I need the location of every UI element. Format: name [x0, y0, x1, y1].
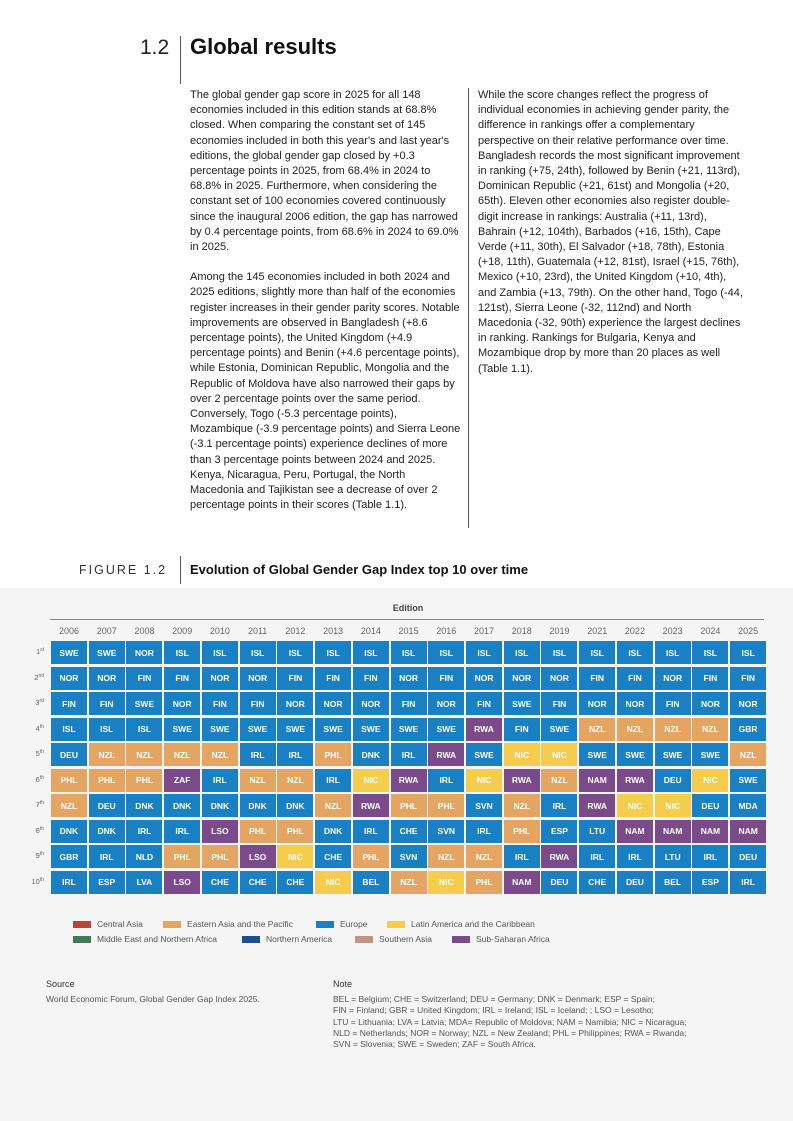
- figure-title: Evolution of Global Gender Gap Index top 10 over time: [190, 562, 529, 577]
- ranking-cell: SWE: [240, 718, 276, 741]
- ranking-cell: ESP: [89, 871, 125, 894]
- ranking-cell: FIN: [655, 692, 691, 715]
- ranking-cell: PHL: [315, 743, 351, 766]
- ranking-cell: ISL: [126, 718, 162, 741]
- ranking-cell: NIC: [428, 871, 464, 894]
- ranking-cell: IRL: [541, 794, 577, 817]
- rank-label: 9th: [35, 851, 44, 860]
- ranking-cell: FIN: [353, 667, 389, 690]
- ranking-cell: NOR: [51, 667, 87, 690]
- ranking-cell: SWE: [730, 769, 766, 792]
- year-label: 2019: [549, 626, 570, 636]
- ranking-cell: SWE: [353, 718, 389, 741]
- body-column-right: [478, 88, 746, 392]
- legend-swatch: [73, 921, 91, 928]
- ranking-cell: DEU: [692, 794, 728, 817]
- note-line: FIN = Finland; GBR = United Kingdom; IRL = Ireland; ISL = Iceland; ; LSO = Lesotho;: [333, 1005, 654, 1016]
- year-label: 2008: [134, 626, 155, 636]
- source-heading: Source: [46, 979, 75, 989]
- ranking-cell: SWE: [89, 641, 125, 664]
- ranking-cell: FIN: [730, 667, 766, 690]
- ranking-cell: BEL: [353, 871, 389, 894]
- note-line: SVN = Slovenia; SWE = Sweden; ZAF = South Africa.: [333, 1039, 536, 1050]
- ranking-cell: DNK: [164, 794, 200, 817]
- ranking-cell: DNK: [51, 820, 87, 843]
- ranking-cell: NIC: [466, 769, 502, 792]
- legend-label: Southern Asia: [379, 934, 432, 944]
- ranking-cell: FIN: [504, 718, 540, 741]
- rank-label: 3rd: [35, 698, 44, 707]
- ranking-cell: ISL: [202, 641, 238, 664]
- ranking-cell: ESP: [541, 820, 577, 843]
- ranking-cell: NOR: [240, 667, 276, 690]
- legend-swatch: [242, 936, 260, 943]
- ranking-cell: NZL: [315, 794, 351, 817]
- ranking-cell: IRL: [315, 769, 351, 792]
- ranking-cell: SWE: [315, 718, 351, 741]
- note-text: [333, 994, 733, 1050]
- ranking-cell: NZL: [202, 743, 238, 766]
- ranking-cell: SWE: [541, 718, 577, 741]
- ranking-cell: NIC: [504, 743, 540, 766]
- ranking-cell: SWE: [391, 718, 427, 741]
- ranking-cell: NZL: [51, 794, 87, 817]
- ranking-cell: SWE: [655, 743, 691, 766]
- legend-swatch: [163, 921, 181, 928]
- ranking-cell: ISL: [428, 641, 464, 664]
- ranking-cell: NZL: [730, 743, 766, 766]
- legend-label: Middle East and Northern Africa: [97, 934, 218, 944]
- ranking-cell: IRL: [51, 871, 87, 894]
- ranking-cell: NZL: [391, 871, 427, 894]
- ranking-cell: NOR: [466, 667, 502, 690]
- ranking-cell: IRL: [466, 820, 502, 843]
- ranking-cell: RWA: [391, 769, 427, 792]
- ranking-cell: LSO: [202, 820, 238, 843]
- ranking-cell: PHL: [353, 845, 389, 868]
- legend-item: [387, 919, 535, 929]
- ranking-cell: NOR: [655, 667, 691, 690]
- ranking-cell: ZAF: [164, 769, 200, 792]
- ranking-cell: IRL: [617, 845, 653, 868]
- ranking-cell: NOR: [391, 667, 427, 690]
- ranking-cell: PHL: [164, 845, 200, 868]
- ranking-cell: PHL: [277, 820, 313, 843]
- ranking-cell: NIC: [277, 845, 313, 868]
- legend-item: [316, 919, 367, 929]
- ranking-cell: DNK: [89, 820, 125, 843]
- ranking-cell: SWE: [579, 743, 615, 766]
- ranking-cell: ISL: [164, 641, 200, 664]
- ranking-cell: DNK: [240, 794, 276, 817]
- legend-label: Sub-Saharan Africa: [476, 934, 550, 944]
- ranking-cell: IRL: [391, 743, 427, 766]
- year-label: 2014: [360, 626, 381, 636]
- ranking-cell: FIN: [315, 667, 351, 690]
- ranking-cell: NIC: [541, 743, 577, 766]
- ranking-cell: FIN: [391, 692, 427, 715]
- ranking-cell: IRL: [353, 820, 389, 843]
- ranking-cell: ISL: [617, 641, 653, 664]
- chart-column-header: Edition: [392, 603, 424, 613]
- ranking-cell: SWE: [504, 692, 540, 715]
- ranking-cell: DEU: [89, 794, 125, 817]
- legend-swatch: [316, 921, 334, 928]
- legend-label: Eastern Asia and the Pacific: [187, 919, 293, 929]
- ranking-cell: NOR: [277, 692, 313, 715]
- rank-label: 10th: [31, 876, 44, 886]
- legend-swatch: [387, 921, 405, 928]
- note-line: BEL = Belgium; CHE = Switzerland; DEU = Germany; DNK = Denmark; ESP = Spain;: [333, 994, 655, 1004]
- ranking-cell: FIN: [277, 667, 313, 690]
- ranking-cell: FIN: [202, 692, 238, 715]
- ranking-cell: FIN: [541, 692, 577, 715]
- ranking-cell: IRL: [277, 743, 313, 766]
- ranking-cell: CHE: [391, 820, 427, 843]
- year-label: 2013: [323, 626, 344, 636]
- ranking-cell: ISL: [277, 641, 313, 664]
- ranking-cell: IRL: [579, 845, 615, 868]
- ranking-cell: NAM: [730, 820, 766, 843]
- ranking-cell: SWE: [466, 743, 502, 766]
- legend-label: Central Asia: [97, 919, 143, 929]
- ranking-cell: DEU: [541, 871, 577, 894]
- year-label: 2025: [738, 626, 759, 636]
- ranking-cell: DEU: [730, 845, 766, 868]
- ranking-cell: SWE: [428, 718, 464, 741]
- rank-label: 1st: [35, 647, 44, 656]
- year-label: 2015: [398, 626, 419, 636]
- legend-swatch: [452, 936, 470, 943]
- ranking-cell: SVN: [391, 845, 427, 868]
- ranking-cell: NAM: [655, 820, 691, 843]
- column-divider: [468, 88, 469, 528]
- ranking-cell: ISL: [466, 641, 502, 664]
- ranking-cell: NLD: [126, 845, 162, 868]
- legend-item: [73, 934, 217, 944]
- ranking-cell: IRL: [126, 820, 162, 843]
- note-line: NLD = Netherlands; NOR = Norway; NZL = New Zealand; PHL = Philippines; RWA = Rwanda;: [333, 1027, 687, 1038]
- ranking-cell: IRL: [164, 820, 200, 843]
- ranking-cell: SWE: [692, 743, 728, 766]
- ranking-cell: NOR: [315, 692, 351, 715]
- ranking-cell: PHL: [51, 769, 87, 792]
- ranking-cell: NZL: [617, 718, 653, 741]
- year-label: 2009: [172, 626, 193, 636]
- ranking-cell: NOR: [353, 692, 389, 715]
- ranking-cell: RWA: [353, 794, 389, 817]
- year-label: 2012: [285, 626, 306, 636]
- year-label: 2011: [247, 626, 268, 636]
- ranking-cell: IRL: [202, 769, 238, 792]
- ranking-cell: NAM: [504, 871, 540, 894]
- ranking-cell: NZL: [692, 718, 728, 741]
- ranking-cell: CHE: [277, 871, 313, 894]
- source-text: World Economic Forum, Global Gender Gap Index 2025.: [46, 994, 260, 1004]
- ranking-cell: RWA: [428, 743, 464, 766]
- ranking-cell: FIN: [617, 667, 653, 690]
- ranking-cell: ISL: [89, 718, 125, 741]
- legend-item: [73, 919, 143, 929]
- ranking-cell: DEU: [51, 743, 87, 766]
- ranking-cell: NOR: [692, 692, 728, 715]
- ranking-cell: NZL: [164, 743, 200, 766]
- ranking-cell: ISL: [353, 641, 389, 664]
- legend-item: [242, 934, 332, 944]
- ranking-cell: SWE: [202, 718, 238, 741]
- legend-item: [452, 934, 550, 944]
- ranking-cell: NZL: [240, 769, 276, 792]
- legend-label: Latin America and the Caribbean: [411, 919, 535, 929]
- ranking-cell: NIC: [315, 871, 351, 894]
- legend-label: Northern America: [266, 934, 333, 944]
- ranking-cell: NIC: [655, 794, 691, 817]
- ranking-cell: NOR: [730, 692, 766, 715]
- ranking-cell: LSO: [240, 845, 276, 868]
- year-label: 2017: [474, 626, 495, 636]
- year-label: 2018: [511, 626, 532, 636]
- ranking-cell: ISL: [541, 641, 577, 664]
- ranking-cell: DNK: [315, 820, 351, 843]
- ranking-cell: RWA: [617, 769, 653, 792]
- year-label: 2021: [587, 626, 608, 636]
- year-label: 2022: [624, 626, 645, 636]
- ranking-cell: IRL: [692, 845, 728, 868]
- ranking-cell: NOR: [126, 641, 162, 664]
- ranking-cell: FIN: [89, 692, 125, 715]
- ranking-cell: NZL: [126, 743, 162, 766]
- ranking-cell: DNK: [277, 794, 313, 817]
- ranking-cell: FIN: [126, 667, 162, 690]
- year-label: 2024: [700, 626, 721, 636]
- rank-label: 6th: [35, 774, 44, 784]
- ranking-cell: SWE: [51, 641, 87, 664]
- paragraph: While the score changes reflect the progress of individual economies in achieving gender parity, the difference in rankings offer a complementary perspective on their relative performance over time. Bangladesh records the most significant improvement in ranking (+75, 24th), followed by Benin (+21, 113rd), Dominican Republic (+21, 61st) and Mongolia (+20, 65th). Eleven other economies also register double-digit increase in rankings: Australia (+11, 13rd), Bahrain (+12, 104th), Barbados (+16, 15th), Cape Verde (+11, 30th), El Salvador (+18, 78th), Estonia (+18, 11th), Guatemala (+12, 81st), Israel (+15, 76th), Mexico (+10, 23rd), the United Kingdom (+10, 4th), and Zambia (+13, 79th). On the other hand, Togo (-44, 121st), Sierra Leone (-32, 112nd) and North Macedonia (-32, 90th) experience the largest declines in ranking. Rankings for Bulgaria, Kenya and Mozambique drop by more than 20 places as well (Table 1.1).: [478, 89, 743, 375]
- paragraph: The global gender gap score in 2025 for all 148 economies included in this edition stands at 68.8% closed. When comparing the constant set of 145 economies included in both this year's and last year's editions, the global gender gap closed by +0.3 percentage points in 2025, from 68.4% in 2024 to 68.8% in 2025. Furthermore, when considering the constant set of 100 economies covered continuously since the inaugural 2006 edition, the gap has narrowed by 0.4 percentage points, from 68.6% in 2024 to 69.0% in 2025.: [190, 89, 459, 254]
- ranking-cell: LSO: [164, 871, 200, 894]
- body-column-left: [190, 88, 462, 528]
- section-divider: [180, 36, 181, 84]
- ranking-cell: SWE: [617, 743, 653, 766]
- ranking-cell: IRL: [89, 845, 125, 868]
- ranking-cell: RWA: [579, 794, 615, 817]
- ranking-cell: FIN: [428, 667, 464, 690]
- ranking-cell: SVN: [428, 820, 464, 843]
- year-label: 2016: [436, 626, 457, 636]
- ranking-cell: PHL: [391, 794, 427, 817]
- ranking-cell: CHE: [202, 871, 238, 894]
- ranking-cell: NAM: [692, 820, 728, 843]
- note-heading: Note: [333, 979, 353, 989]
- ranking-cell: NOR: [504, 667, 540, 690]
- ranking-cell: ISL: [240, 641, 276, 664]
- ranking-cell: NOR: [202, 667, 238, 690]
- ranking-cell: NZL: [277, 769, 313, 792]
- ranking-cell: NZL: [89, 743, 125, 766]
- ranking-cell: ISL: [504, 641, 540, 664]
- year-label: 2023: [662, 626, 683, 636]
- ranking-cell: SWE: [164, 718, 200, 741]
- ranking-cell: PHL: [428, 794, 464, 817]
- ranking-cell: NAM: [579, 769, 615, 792]
- ranking-cell: LTU: [655, 845, 691, 868]
- legend-item: [355, 934, 432, 944]
- ranking-cell: NOR: [579, 692, 615, 715]
- rank-label: 7th: [35, 800, 44, 809]
- ranking-cell: IRL: [730, 871, 766, 894]
- ranking-cell: ISL: [692, 641, 728, 664]
- ranking-cell: NZL: [428, 845, 464, 868]
- ranking-cell: NIC: [617, 794, 653, 817]
- ranking-cell: ISL: [655, 641, 691, 664]
- ranking-cell: FIN: [240, 692, 276, 715]
- ranking-cell: LVA: [126, 871, 162, 894]
- ranking-cell: CHE: [240, 871, 276, 894]
- section-number: 1.2: [140, 36, 170, 59]
- ranking-cell: IRL: [240, 743, 276, 766]
- ranking-cell: NZL: [655, 718, 691, 741]
- ranking-cell: DNK: [353, 743, 389, 766]
- legend-swatch: [355, 936, 373, 943]
- ranking-cell: NIC: [353, 769, 389, 792]
- ranking-cell: NZL: [579, 718, 615, 741]
- figure-divider: [180, 556, 181, 584]
- ranking-cell: ISL: [51, 718, 87, 741]
- ranking-cell: MDA: [730, 794, 766, 817]
- ranking-cell: SWE: [126, 692, 162, 715]
- ranking-cell: PHL: [202, 845, 238, 868]
- ranking-cell: CHE: [315, 845, 351, 868]
- ranking-cell: DEU: [655, 769, 691, 792]
- ranking-cell: NAM: [617, 820, 653, 843]
- rank-label: 8th: [35, 825, 44, 835]
- ranking-cell: NOR: [89, 667, 125, 690]
- ranking-cell: ISL: [315, 641, 351, 664]
- ranking-cell: NZL: [541, 769, 577, 792]
- ranking-cell: ISL: [579, 641, 615, 664]
- ranking-cell: FIN: [692, 667, 728, 690]
- ranking-cell: FIN: [579, 667, 615, 690]
- ranking-cell: SWE: [277, 718, 313, 741]
- ranking-cell: GBR: [730, 718, 766, 741]
- figure-label: FIGURE 1.2: [79, 563, 168, 577]
- ranking-cell: PHL: [466, 871, 502, 894]
- rank-label: 4th: [35, 723, 44, 733]
- ranking-cell: IRL: [504, 845, 540, 868]
- ranking-cell: NZL: [504, 794, 540, 817]
- rank-label: 2nd: [34, 672, 44, 682]
- year-label: 2006: [58, 626, 80, 636]
- ranking-cell: GBR: [51, 845, 87, 868]
- ranking-cell: DNK: [126, 794, 162, 817]
- ranking-cell: FIN: [51, 692, 87, 715]
- ranking-cell: NOR: [164, 692, 200, 715]
- ranking-cell: RWA: [541, 845, 577, 868]
- ranking-cell: ISL: [730, 641, 766, 664]
- legend-label: Europe: [340, 919, 368, 929]
- ranking-cell: RWA: [466, 718, 502, 741]
- ranking-cell: BEL: [655, 871, 691, 894]
- ranking-cell: NOR: [617, 692, 653, 715]
- ranking-cell: NIC: [692, 769, 728, 792]
- year-label: 2007: [96, 626, 117, 636]
- ranking-cell: LTU: [579, 820, 615, 843]
- ranking-cell: PHL: [89, 769, 125, 792]
- paragraph: Among the 145 economies included in both 2024 and 2025 editions, slightly more than half of the economies register increases in their gender parity scores. Notable improvements are observed in Bangladesh (+8.6 percentage points), the United Kingdom (+4.9 percentage points) and Benin (+4.6 percentage points), while Estonia, Dominican Republic, Mongolia and the Republic of Moldova have also narrowed their gaps by over 2 percentage points over the same period. Conversely, Togo (-5.3 percentage points), Mozambique (-3.9 percentage points) and Sierra Leone (-3.1 percentage points) experience declines of more than 3 percentage points between 2024 and 2025. Kenya, Nicaragua, Peru, Portugal, the North Macedonia and Tajikistan see a decrease of over 2 percentage points in their scores (Table 1.1).: [190, 271, 461, 512]
- ranking-cell: PHL: [126, 769, 162, 792]
- ranking-cell: SVN: [466, 794, 502, 817]
- ranking-cell: NZL: [466, 845, 502, 868]
- legend-swatch: [73, 936, 91, 943]
- year-label: 2010: [209, 626, 230, 636]
- ranking-cell: FIN: [466, 692, 502, 715]
- ranking-cell: PHL: [240, 820, 276, 843]
- ranking-cell: DNK: [202, 794, 238, 817]
- header-rule: [50, 619, 764, 620]
- note-line: LTU = Lithuania; LVA = Latvia; MDA= Republic of Moldova; NAM = Namibia; NIC = Nicaragua;: [333, 1016, 687, 1027]
- legend-item: [163, 919, 293, 929]
- ranking-cell: NOR: [541, 667, 577, 690]
- ranking-cell: PHL: [504, 820, 540, 843]
- page-title: Global results: [190, 34, 337, 59]
- ranking-cell: RWA: [504, 769, 540, 792]
- ranking-cell: IRL: [428, 769, 464, 792]
- ranking-cell: DEU: [617, 871, 653, 894]
- ranking-cell: FIN: [164, 667, 200, 690]
- ranking-cell: ESP: [692, 871, 728, 894]
- rank-label: 5th: [35, 749, 44, 758]
- ranking-cell: CHE: [579, 871, 615, 894]
- ranking-cell: NOR: [428, 692, 464, 715]
- ranking-cell: ISL: [391, 641, 427, 664]
